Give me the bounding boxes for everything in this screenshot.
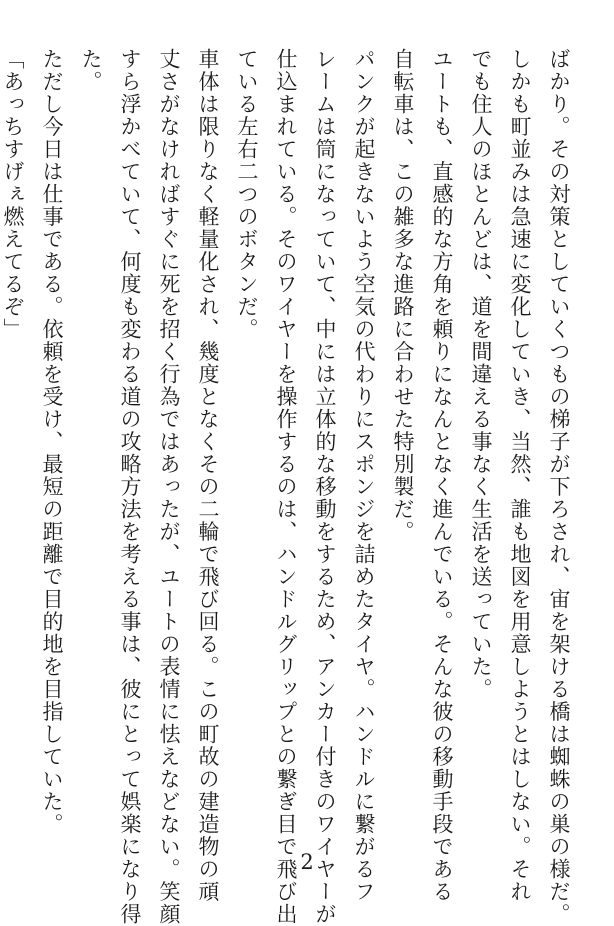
text-line: パンクが起きないよう空気の代わりにスポンジを詰めたタイヤ。ハンドルに繋がるフ bbox=[352, 48, 376, 903]
vertical-text-body bbox=[1, 48, 578, 926]
text-line: た。 bbox=[79, 48, 103, 93]
text-line: 自転車は、この雑多な進路に合わせた特別製だ。 bbox=[391, 48, 415, 543]
text-line: 車体は限りなく軽量化され、幾度となくその二輪で飛び回る。この町故の建造物の頑 bbox=[196, 48, 220, 903]
text-line: でも住人のほとんどは、道を間違える事なく生活を送っていた。 bbox=[469, 48, 493, 701]
text-line: ばかり。その対策としていくつもの梯子が下ろされ、宙を架ける橋は蜘蛛の巣の様だ。 bbox=[547, 48, 571, 926]
text-line: ている左右二つのボタンだ。 bbox=[235, 48, 259, 341]
text-line: すら浮かべていて、何度も変わる道の攻略方法を考える事は、彼にとって娯楽になり得 bbox=[118, 48, 142, 926]
dialogue-line: 「あっちすげぇ燃えてるぞ」 bbox=[1, 48, 25, 341]
text-line: しかも町並みは急速に変化していき、当然、誰も地図を用意しようとはしない。それ bbox=[508, 48, 532, 903]
text-line: 仕込まれている。そのワイヤーを操作するのは、ハンドルグリップとの繋ぎ目で飛び出 bbox=[274, 48, 298, 926]
page-number: 2 bbox=[300, 850, 314, 874]
text-line: ユートも、直感的な方角を頼りになんとなく進んでいる。そんな彼の移動手段である bbox=[430, 48, 454, 903]
text-line: 丈さがなければすぐに死を招く行為ではあったが、ユートの表情に怯えなどない。笑顔 bbox=[157, 48, 181, 926]
text-line: ただし今日は仕事である。依頼を受け、最短の距離で目的地を目指していた。 bbox=[40, 48, 64, 836]
text-line: レームは筒になっていて、中には立体的な移動をするため、アンカー付きのワイヤーが bbox=[313, 48, 337, 926]
